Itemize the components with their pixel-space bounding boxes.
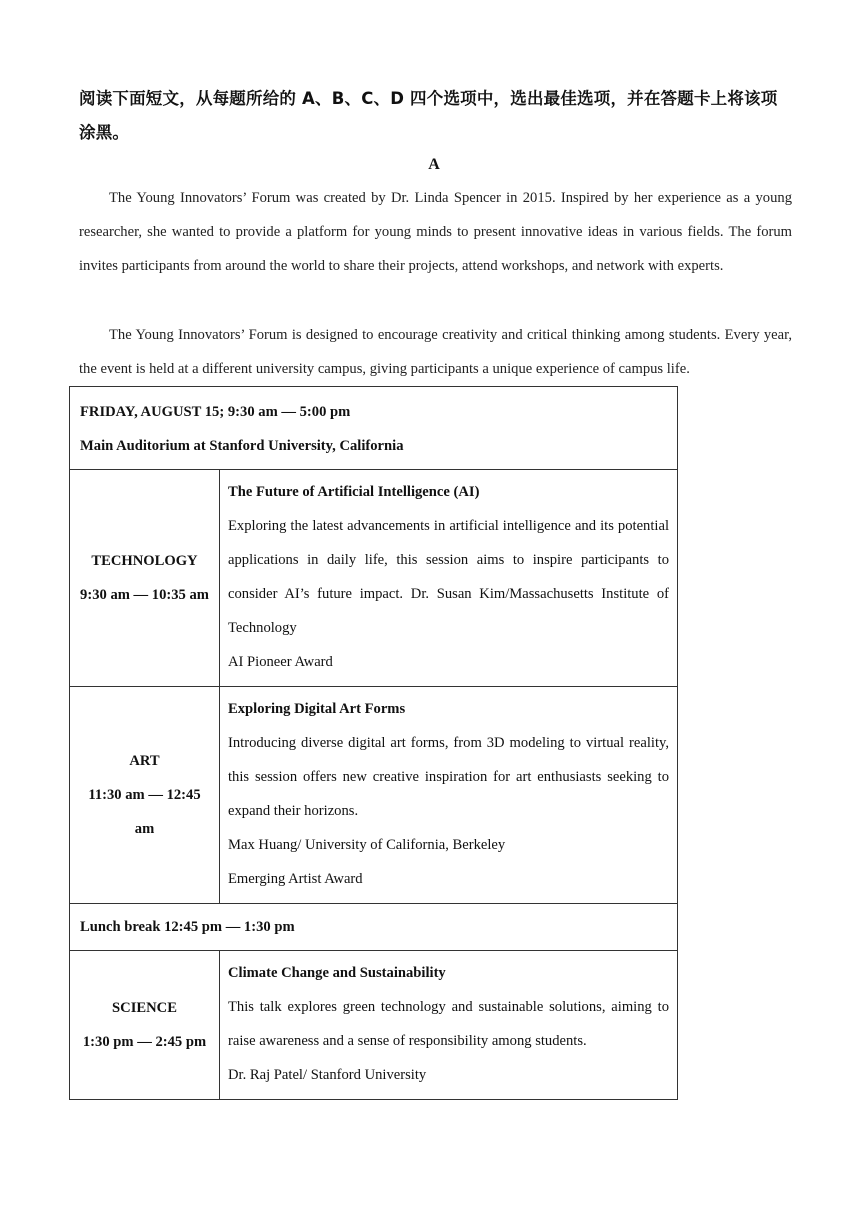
- section-title: A: [428, 156, 440, 173]
- session-category: ART: [129, 753, 160, 769]
- session-title: The Future of Artificial Intelligence (AI): [228, 484, 480, 500]
- session-award: Emerging Artist Award: [228, 871, 363, 887]
- session-speaker: Max Huang/ University of California, Berkeley: [228, 837, 506, 853]
- schedule-header-cell: [70, 387, 678, 470]
- session-row-technology: [70, 470, 678, 687]
- session-description: This talk explores green technology and sustainable solutions, aiming to raise awareness and a sense of responsibility among students.: [228, 999, 669, 1049]
- session-label-cell: [70, 951, 220, 1100]
- session-time: 9:30 am — 10:35 am: [80, 587, 209, 603]
- paragraph-2: The Young Innovators’ Forum is designed to encourage creativity and critical thinking among students. Every year, the event is held at a different university campus, giving participants a unique experience of campus life.: [79, 327, 792, 377]
- session-detail-cell: [220, 470, 678, 687]
- session-description: Introducing diverse digital art forms, from 3D modeling to virtual reality, this session offers new creative inspiration for art enthusiasts seeking to expand their horizons.: [228, 735, 669, 819]
- session-title: Climate Change and Sustainability: [228, 965, 446, 981]
- schedule-date: FRIDAY, AUGUST 15; 9:30 am — 5:00 pm: [80, 404, 351, 420]
- schedule-table: [69, 386, 678, 1100]
- session-time: 11:30 am — 12:45 am: [88, 787, 201, 837]
- session-title: Exploring Digital Art Forms: [228, 701, 406, 717]
- session-row-science: [70, 951, 678, 1100]
- lunch-row: [70, 904, 678, 951]
- session-category: SCIENCE: [112, 1000, 177, 1016]
- paragraph-1: The Young Innovators’ Forum was created by Dr. Linda Spencer in 2015. Inspired by her experience as a young researcher, she wanted to provide a platform for young minds to present innovative ideas in various fields. The forum invites participants from around the world to share their projects, attend workshops, and network with experts.: [79, 190, 792, 274]
- session-label-cell: [70, 470, 220, 687]
- session-time: 1:30 pm — 2:45 pm: [82, 1034, 207, 1050]
- schedule-header-row: [70, 387, 678, 470]
- session-detail-cell: [220, 951, 678, 1100]
- schedule-venue: Main Auditorium at Stanford University, California: [80, 438, 404, 454]
- lunch-break: Lunch break 12:45 pm — 1:30 pm: [70, 904, 678, 951]
- session-row-art: [70, 687, 678, 904]
- session-label-cell: [70, 687, 220, 904]
- session-speaker: Dr. Raj Patel/ Stanford University: [228, 1067, 427, 1083]
- session-description: Exploring the latest advancements in artificial intelligence and its potential applications in daily life, this session aims to inspire participants to consider AI’s future impact. Dr. Susan Kim/Massachusetts Institute of Technology: [228, 518, 669, 636]
- instructions: 阅读下面短文，从每题所给的 A、B、C、D 四个选项中，选出最佳选项，并在答题卡上将该项涂黑。: [79, 89, 778, 142]
- session-detail-cell: [220, 687, 678, 904]
- session-award: AI Pioneer Award: [228, 654, 333, 670]
- session-category: TECHNOLOGY: [91, 553, 198, 569]
